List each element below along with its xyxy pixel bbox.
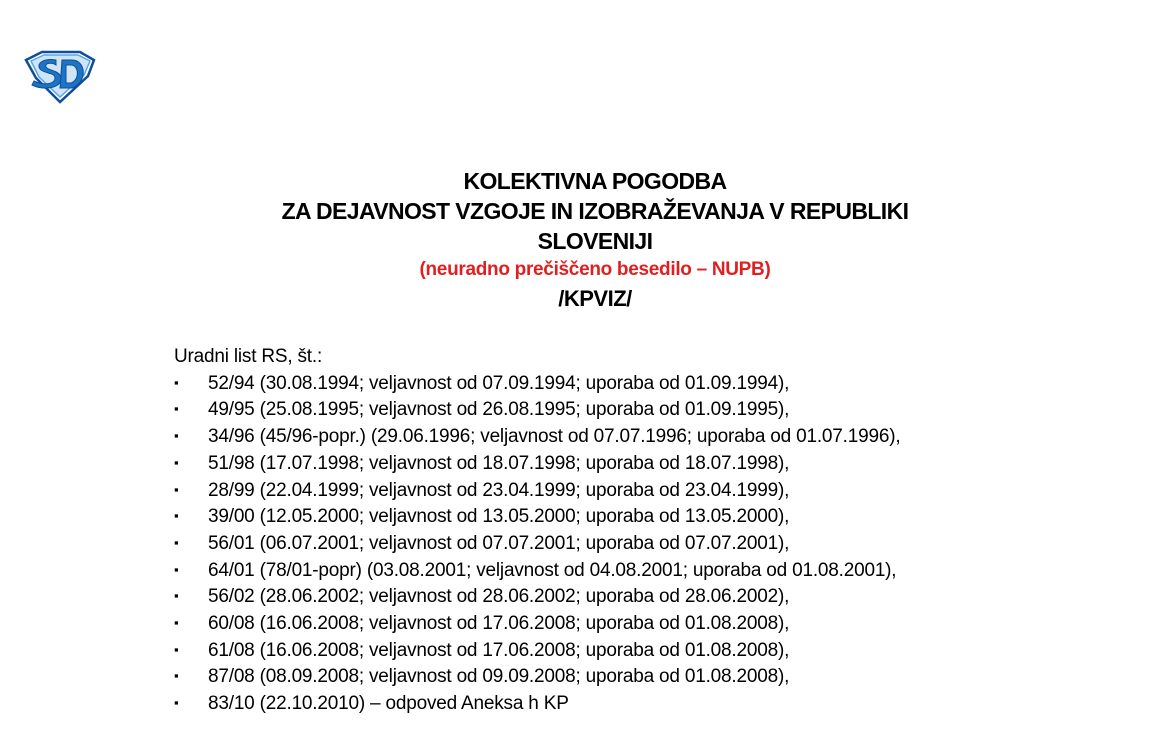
bullet-icon: ▪ (174, 374, 179, 390)
gazette-entry (140, 503, 1020, 530)
gazette-entry (140, 396, 1020, 423)
title-line-3: SLOVENIJI (537, 228, 653, 254)
bullet-icon: ▪ (174, 588, 179, 604)
bullet-icon: ▪ (174, 428, 179, 444)
gazette-entry (140, 610, 1020, 637)
bullet-icon: ▪ (174, 695, 179, 711)
gazette-entry-text: 28/99 (22.04.1999; veljavnost od 23.04.1999; uporaba od 23.04.1999), (208, 479, 790, 501)
gazette-entry (140, 583, 1020, 610)
bullet-icon: ▪ (174, 561, 179, 577)
gazette-entries (140, 370, 1020, 717)
bullet-icon: ▪ (174, 508, 179, 524)
gazette-entry (140, 690, 1020, 717)
gazette-entry (140, 450, 1020, 477)
gazette-entry-text: 61/08 (16.06.2008; veljavnost od 17.06.2008; uporaba od 01.08.2008), (208, 639, 790, 661)
title-line-1: KOLEKTIVNA POGODBA (463, 168, 727, 194)
bullet-icon: ▪ (174, 454, 179, 470)
document-subtitle: (neuradno prečiščeno besedilo – NUPB) (419, 259, 771, 280)
sd-logo-icon (22, 46, 96, 104)
gazette-entry-text: 39/00 (12.05.2000; veljavnost od 13.05.2000; uporaba od 13.05.2000), (208, 506, 790, 528)
bullet-icon: ▪ (174, 401, 179, 417)
document-abbreviation: /KPVIZ/ (558, 286, 632, 311)
gazette-entry-text: 56/01 (06.07.2001; veljavnost od 07.07.2001; uporaba od 07.07.2001), (208, 532, 790, 554)
gazette-entry (140, 370, 1020, 397)
document-title-block (0, 166, 1157, 314)
bullet-icon: ▪ (174, 641, 179, 657)
gazette-entry (140, 423, 1020, 450)
gazette-entry-text: 83/10 (22.10.2010) – odpoved Aneksa h KP (208, 693, 569, 715)
gazette-entry-text: 52/94 (30.08.1994; veljavnost od 07.09.1994; uporaba od 01.09.1994), (208, 372, 790, 394)
gazette-entry-text: 49/95 (25.08.1995; veljavnost od 26.08.1995; uporaba od 01.09.1995), (208, 399, 790, 421)
bullet-icon: ▪ (174, 481, 179, 497)
bullet-icon: ▪ (174, 534, 179, 550)
gazette-entry (140, 477, 1020, 504)
gazette-list (140, 344, 1020, 717)
gazette-entry (140, 637, 1020, 664)
gazette-label: Uradni list RS, št.: (174, 346, 323, 367)
gazette-entry (140, 557, 1020, 584)
gazette-entry-text: 56/02 (28.06.2002; veljavnost od 28.06.2002; uporaba od 28.06.2002), (208, 586, 790, 608)
gazette-entry (140, 530, 1020, 557)
gazette-entry-text: 60/08 (16.06.2008; veljavnost od 17.06.2008; uporaba od 01.08.2008), (208, 613, 790, 635)
gazette-entry (140, 663, 1020, 690)
gazette-entry-text: 34/96 (45/96-popr.) (29.06.1996; veljavnost od 07.07.1996; uporaba od 01.07.1996), (208, 426, 901, 448)
gazette-entry-text: 51/98 (17.07.1998; veljavnost od 18.07.1998; uporaba od 18.07.1998), (208, 452, 790, 474)
bullet-icon: ▪ (174, 668, 179, 684)
gazette-entry-text: 64/01 (78/01-popr) (03.08.2001; veljavnost od 04.08.2001; uporaba od 01.08.2001), (208, 559, 897, 581)
bullet-icon: ▪ (174, 615, 179, 631)
gazette-entry-text: 87/08 (08.09.2008; veljavnost od 09.09.2008; uporaba od 01.08.2008), (208, 666, 790, 688)
title-line-2: ZA DEJAVNOST VZGOJE IN IZOBRAŽEVANJA V REPUBLIKI (281, 198, 909, 224)
